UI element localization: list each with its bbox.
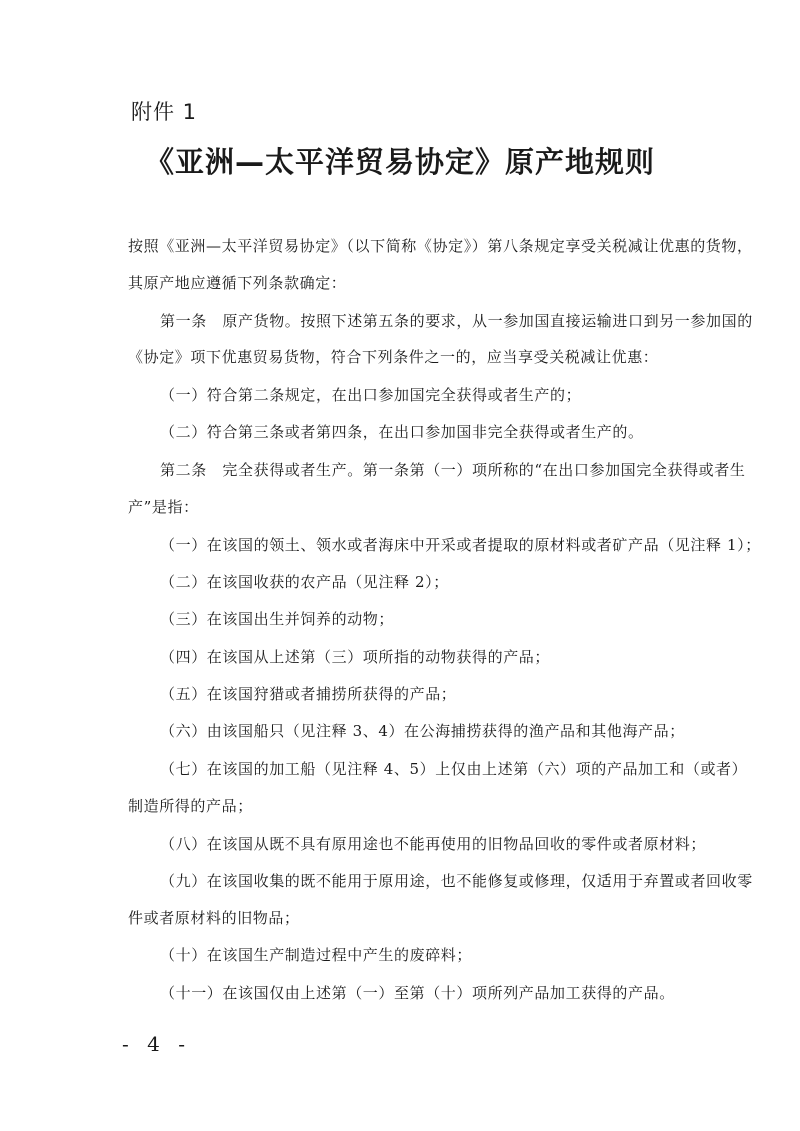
paragraph-line: 第二条 完全获得或者生产。第一条第（一）项所称的“在出口参加国完全获得或者生 [160,461,746,479]
paragraph-line: （二）在该国收获的农产品（见注释 2）； [160,573,449,591]
paragraph-line: 制造所得的产品； [128,797,253,815]
paragraph-line: （十一）在该国仅由上述第（一）至第（十）项所列产品加工获得的产品。 [160,984,675,1002]
attachment-label: 附件 1 [131,100,198,124]
paragraph-line: 产”是指： [128,498,199,516]
document-title: 《亚洲—太平洋贸易协定》原产地规则 [144,145,655,179]
paragraph-line: 《协定》项下优惠贸易货物，符合下列条件之一的，应当享受关税减让优惠： [128,348,659,366]
paragraph-line: （七）在该国的加工船（见注释 4、5）上仅由上述第（六）项的产品加工和（或者） [160,760,748,778]
paragraph-line: 按照《亚洲—太平洋贸易协定》（以下简称《协定》）第八条规定享受关税减让优惠的货物， [128,237,753,255]
paragraph-line: 第一条 原产货物。按照下述第五条的要求，从一参加国直接运输进口到另一参加国的 [160,312,753,330]
paragraph-line: （八）在该国从既不具有原用途也不能再使用的旧物品回收的零件或者原材料； [160,835,707,853]
paragraph-line: （三）在该国出生并饲养的动物； [160,610,395,628]
paragraph-line: （四）在该国从上述第（三）项所指的动物获得的产品； [160,648,551,666]
paragraph-line: （二）符合第三条或者第四条，在出口参加国非完全获得或者生产的。 [160,423,644,441]
paragraph-line: （六）由该国船只（见注释 3、4）在公海捕捞获得的渔产品和其他海产品； [160,722,685,740]
paragraph-line: 件或者原材料的旧物品； [128,909,300,927]
paragraph-line: （一）符合第二条规定，在出口参加国完全获得或者生产的； [160,386,582,404]
page-number: - 4 - [122,1032,191,1056]
paragraph-line: （九）在该国收集的既不能用于原用途，也不能修复或修理，仅适用于弃置或者回收零 [160,872,753,890]
paragraph-line: （一）在该国的领土、领水或者海床中开采或者提取的原材料或者矿产品（见注释 1）； [160,536,761,554]
paragraph-line: （十）在该国生产制造过程中产生的废碎料； [160,946,473,964]
paragraph-line: 其原产地应遵循下列条款确定： [128,274,347,292]
paragraph-line: （五）在该国狩猎或者捕捞所获得的产品； [160,685,457,703]
